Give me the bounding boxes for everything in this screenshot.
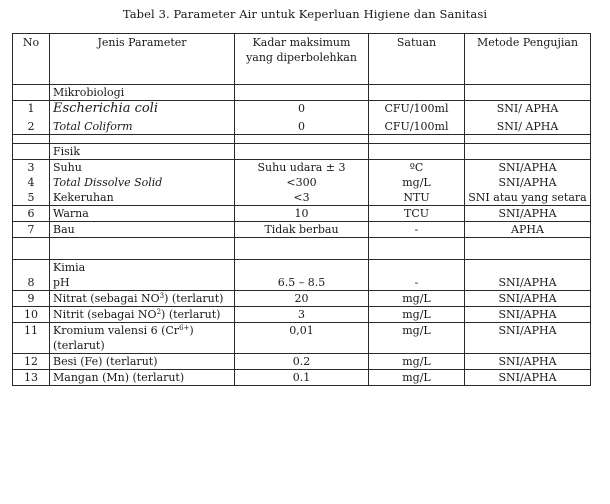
- parameter-name: [50, 306, 235, 322]
- method: SNI atau yang setara: [465, 190, 591, 206]
- max-level: 10: [235, 205, 369, 221]
- section-label: Mikrobiologi: [50, 85, 235, 101]
- max-level: Tidak berbau: [235, 221, 369, 237]
- parameter-name: Besi (Fe) (terlarut): [50, 353, 235, 369]
- method: SNI/APHA: [465, 159, 591, 175]
- header-unit: Satuan: [369, 34, 465, 85]
- table-row: [13, 221, 591, 237]
- method: SNI/APHA: [465, 205, 591, 221]
- method: SNI/APHA: [465, 175, 591, 190]
- parameter-name: Mangan (Mn) (terlarut): [50, 369, 235, 385]
- unit: TCU: [369, 205, 465, 221]
- parameter-name-suffix: ) (terlarut): [161, 307, 221, 321]
- table-caption: Tabel 3. Parameter Air untuk Keperluan Higiene dan Sanitasi: [122, 7, 488, 21]
- row-no: 4: [13, 175, 50, 190]
- row-no: 13: [13, 369, 50, 385]
- header-max-level: Kadar maksimum yang diperbolehkan: [235, 34, 369, 85]
- table-row: [13, 205, 591, 221]
- max-level: 20: [235, 290, 369, 306]
- unit: CFU/100ml: [369, 101, 465, 119]
- row-no: 3: [13, 159, 50, 175]
- max-level: 0,01: [235, 322, 369, 353]
- table-row: [13, 369, 591, 385]
- unit: ºC: [369, 159, 465, 175]
- table-row: [13, 290, 591, 306]
- unit: mg/L: [369, 175, 465, 190]
- unit: -: [369, 221, 465, 237]
- parameter-name: Total Coliform: [50, 119, 235, 135]
- parameter-name-text: Nitrit (sebagai NO: [53, 307, 157, 321]
- table-row: [13, 101, 591, 119]
- max-level: 6.5 – 8.5: [235, 275, 369, 291]
- method: SNI/APHA: [465, 275, 591, 291]
- max-level: <300: [235, 175, 369, 190]
- max-level: 3: [235, 306, 369, 322]
- parameter-name: Kekeruhan: [50, 190, 235, 206]
- row-no: 6: [13, 205, 50, 221]
- section-label: Kimia: [50, 259, 235, 275]
- superscript: 6+: [179, 323, 190, 332]
- section-label: Fisik: [50, 143, 235, 159]
- superscript: 3: [159, 291, 165, 300]
- row-no: 12: [13, 353, 50, 369]
- method: APHA: [465, 221, 591, 237]
- unit: -: [369, 275, 465, 291]
- parameter-name: Bau: [50, 221, 235, 237]
- table-row: [13, 175, 591, 190]
- header-no: No: [13, 34, 50, 85]
- spacer-row: [13, 237, 591, 259]
- table-row: [13, 190, 591, 206]
- parameter-name-text: Kromium valensi 6 (Cr: [53, 323, 180, 337]
- table-row: [13, 275, 591, 291]
- max-level: 0.1: [235, 369, 369, 385]
- superscript: 2: [156, 307, 162, 316]
- method: SNI/APHA: [465, 322, 591, 353]
- max-level: <3: [235, 190, 369, 206]
- method: SNI/APHA: [465, 353, 591, 369]
- row-no: 10: [13, 306, 50, 322]
- method: SNI/ APHA: [465, 119, 591, 135]
- parameter-name: Warna: [50, 205, 235, 221]
- parameter-name-suffix: ) (terlarut): [53, 323, 194, 352]
- row-no: 8: [13, 275, 50, 291]
- section-row: [13, 143, 591, 159]
- row-no: 11: [13, 322, 50, 353]
- header-row: [13, 34, 591, 85]
- method: SNI/APHA: [465, 306, 591, 322]
- unit: mg/L: [369, 353, 465, 369]
- header-parameter: Jenis Parameter: [50, 34, 235, 85]
- row-no: 9: [13, 290, 50, 306]
- unit: mg/L: [369, 290, 465, 306]
- header-method: Metode Pengujian: [465, 34, 591, 85]
- row-no: 1: [13, 101, 50, 119]
- unit: CFU/100ml: [369, 119, 465, 135]
- parameter-name: Escherichia coli: [50, 101, 235, 119]
- table-row: [13, 159, 591, 175]
- max-level: Suhu udara ± 3: [235, 159, 369, 175]
- parameter-name-suffix: ) (terlarut): [164, 291, 224, 305]
- parameter-name: Total Dissolve Solid: [50, 175, 235, 190]
- method: SNI/APHA: [465, 290, 591, 306]
- parameter-name: Suhu: [50, 159, 235, 175]
- unit: NTU: [369, 190, 465, 206]
- parameter-name: [50, 290, 235, 306]
- table-row: [13, 353, 591, 369]
- max-level: 0: [235, 101, 369, 119]
- unit: mg/L: [369, 306, 465, 322]
- row-no: 7: [13, 221, 50, 237]
- unit: mg/L: [369, 369, 465, 385]
- row-no: 5: [13, 190, 50, 206]
- unit: mg/L: [369, 322, 465, 353]
- table-row: [13, 306, 591, 322]
- max-level: 0.2: [235, 353, 369, 369]
- method: SNI/APHA: [465, 369, 591, 385]
- row-no: 2: [13, 119, 50, 135]
- method: SNI/ APHA: [465, 101, 591, 119]
- table-row: [13, 119, 591, 135]
- parameter-name: [50, 322, 235, 353]
- section-row: [13, 85, 591, 101]
- max-level: 0: [235, 119, 369, 135]
- section-row: [13, 259, 591, 275]
- table-row: [13, 322, 591, 353]
- parameter-name: pH: [50, 275, 235, 291]
- parameter-table: [12, 33, 591, 386]
- spacer-row: [13, 134, 591, 143]
- parameter-name-text: Nitrat (sebagai NO: [53, 291, 160, 305]
